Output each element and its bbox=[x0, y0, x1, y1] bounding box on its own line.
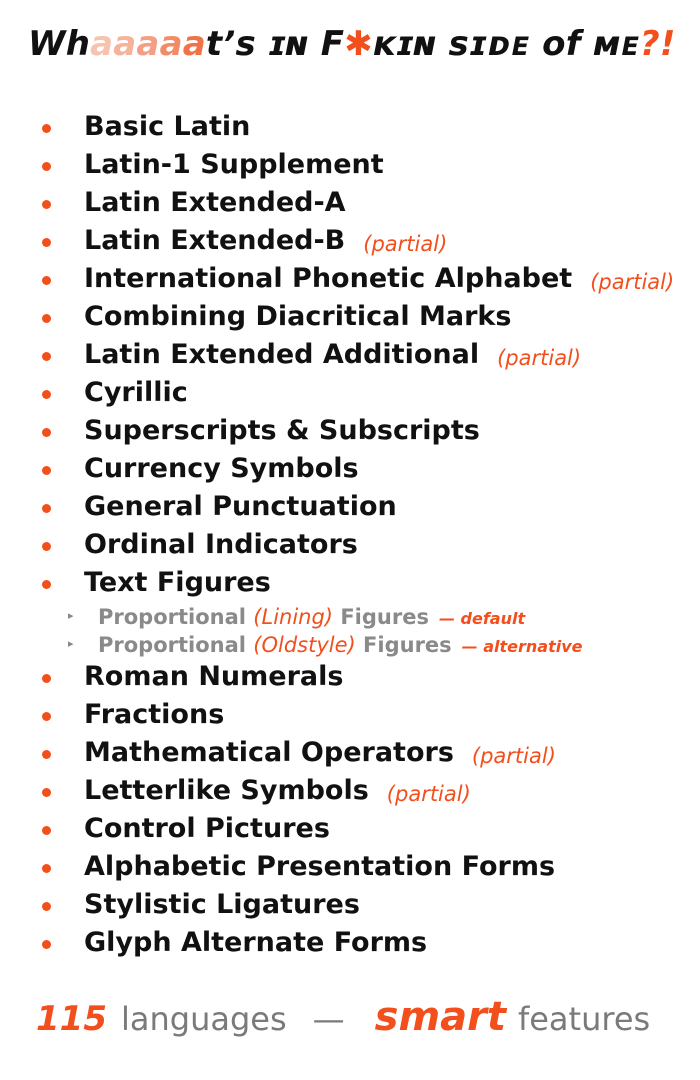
list-item-roman-numerals bbox=[0, 658, 700, 696]
list-item-label: Superscripts & Subscripts bbox=[84, 415, 480, 446]
bullet-icon bbox=[42, 162, 51, 171]
title-part-a2: a bbox=[113, 24, 137, 64]
list-item-label: General Punctuation bbox=[84, 491, 397, 522]
bullet-icon bbox=[42, 712, 51, 721]
bullet-icon bbox=[42, 750, 51, 759]
list-item-label: Mathematical Operators (partial) bbox=[84, 737, 556, 768]
list-item-label: Control Pictures bbox=[84, 813, 330, 844]
bullet-icon bbox=[42, 864, 51, 873]
partial-note: (partial) bbox=[590, 270, 675, 294]
page-title bbox=[28, 24, 676, 72]
bullet-icon bbox=[42, 826, 51, 835]
partial-note: (partial) bbox=[497, 346, 582, 370]
list-item-latin-extended-additional bbox=[0, 336, 700, 374]
list-item-label: Ordinal Indicators bbox=[84, 529, 358, 560]
title-part-a4: a bbox=[159, 24, 183, 64]
list-item-label: Alphabetic Presentation Forms bbox=[84, 851, 556, 882]
bullet-icon bbox=[42, 124, 51, 133]
list-item-label: International Phonetic Alphabet (partial) bbox=[84, 263, 675, 294]
list-item-stylistic-ligatures bbox=[0, 886, 700, 924]
list-item-label: Cyrillic bbox=[84, 377, 188, 408]
title-part-wh: Wh bbox=[28, 24, 91, 64]
title-part-a3: a bbox=[136, 24, 160, 64]
triangle-right-icon: ▸ bbox=[68, 637, 74, 650]
bullet-icon bbox=[42, 504, 51, 513]
list-item-label: Letterlike Symbols (partial) bbox=[84, 775, 471, 806]
asterisk-icon: ✱ bbox=[344, 24, 373, 64]
smart-label: smart bbox=[374, 994, 506, 1040]
sub-item-oldstyle-figures bbox=[0, 630, 700, 658]
list-item-latin-1-supplement bbox=[0, 146, 700, 184]
list-item-label: Stylistic Ligatures bbox=[84, 889, 360, 920]
bullet-icon bbox=[42, 580, 51, 589]
partial-note: (partial) bbox=[386, 782, 471, 806]
list-item-superscripts-subscripts bbox=[0, 412, 700, 450]
sub-item-lining-figures bbox=[0, 602, 700, 630]
partial-note: (partial) bbox=[363, 232, 448, 256]
bullet-icon bbox=[42, 390, 51, 399]
bullet-icon bbox=[42, 902, 51, 911]
title-part-interrobang: ?! bbox=[639, 24, 676, 64]
list-item-ordinal-indicators bbox=[0, 526, 700, 564]
list-item-basic-latin bbox=[0, 108, 700, 146]
list-item-fractions bbox=[0, 696, 700, 734]
bullet-icon bbox=[42, 466, 51, 475]
list-item-cyrillic bbox=[0, 374, 700, 412]
bullet-icon bbox=[42, 200, 51, 209]
list-item-text-figures bbox=[0, 564, 700, 602]
list-item-label: Latin Extended-B (partial) bbox=[84, 225, 448, 256]
title-part-f: F bbox=[320, 24, 345, 64]
list-item-label: Basic Latin bbox=[84, 111, 251, 142]
list-item-label: Latin-1 Supplement bbox=[84, 149, 384, 180]
list-item-label: Latin Extended-A bbox=[84, 187, 346, 218]
bullet-icon bbox=[42, 542, 51, 551]
footer-tagline bbox=[36, 994, 650, 1044]
bullet-icon bbox=[42, 940, 51, 949]
unicode-block-list bbox=[0, 108, 700, 962]
bullet-icon bbox=[42, 788, 51, 797]
title-part-a1: a bbox=[90, 24, 114, 64]
sub-item-label: Proportional (Oldstyle) Figures — alternative bbox=[98, 633, 583, 657]
list-item-combining-diacritical-marks bbox=[0, 298, 700, 336]
list-item-alphabetic-presentation-forms bbox=[0, 848, 700, 886]
list-item-latin-extended-a bbox=[0, 184, 700, 222]
list-item-control-pictures bbox=[0, 810, 700, 848]
list-item-label: Fractions bbox=[84, 699, 225, 730]
language-count: 115 bbox=[36, 999, 107, 1039]
features-label: features bbox=[517, 1000, 651, 1038]
list-item-label: Roman Numerals bbox=[84, 661, 344, 692]
title-part-a5: a bbox=[182, 24, 206, 64]
list-item-label: Currency Symbols bbox=[84, 453, 359, 484]
title-part-ts: t’s bbox=[205, 24, 256, 64]
list-item-general-punctuation bbox=[0, 488, 700, 526]
list-item-label: Text Figures bbox=[84, 567, 271, 598]
list-item-mathematical-operators bbox=[0, 734, 700, 772]
list-item-latin-extended-b bbox=[0, 222, 700, 260]
bullet-icon bbox=[42, 314, 51, 323]
list-item-letterlike-symbols bbox=[0, 772, 700, 810]
bullet-icon bbox=[42, 674, 51, 683]
list-item-glyph-alternate-forms bbox=[0, 924, 700, 962]
bullet-icon bbox=[42, 276, 51, 285]
list-item-currency-symbols bbox=[0, 450, 700, 488]
bullet-icon bbox=[42, 352, 51, 361]
title-part-in: ɪɴ bbox=[255, 24, 321, 64]
list-item-label: Glyph Alternate Forms bbox=[84, 927, 428, 958]
bullet-icon bbox=[42, 238, 51, 247]
triangle-right-icon: ▸ bbox=[68, 609, 74, 622]
list-item-label: Combining Diacritical Marks bbox=[84, 301, 512, 332]
footer-dash: — bbox=[312, 1000, 345, 1038]
list-item-label: Latin Extended Additional (partial) bbox=[84, 339, 582, 370]
title-part-rest: ᴋɪɴ sɪᴅᴇ ᴏf ᴍᴇ bbox=[372, 24, 640, 64]
sub-item-label: Proportional (Lining) Figures — default bbox=[98, 605, 526, 629]
languages-label: languages bbox=[120, 1000, 287, 1038]
partial-note: (partial) bbox=[471, 744, 556, 768]
bullet-icon bbox=[42, 428, 51, 437]
list-item-ipa bbox=[0, 260, 700, 298]
